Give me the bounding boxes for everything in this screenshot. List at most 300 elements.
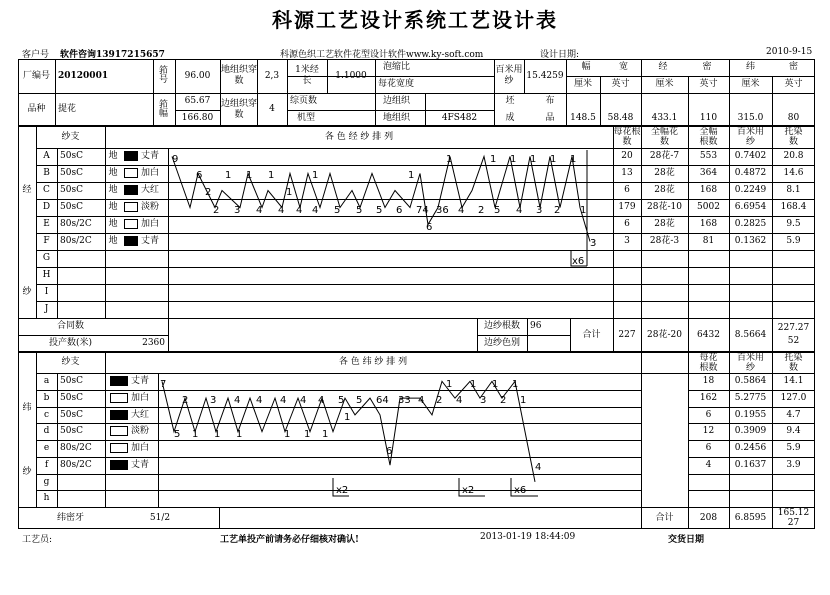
warp-row-dye: 168.4	[780, 202, 807, 212]
weft-row-meter-yarn	[729, 490, 772, 507]
warp-row-ground	[105, 250, 121, 267]
warp-yarn-header: 纱支	[61, 131, 80, 142]
weft-col-meter-yarn: 百米用纱	[737, 352, 765, 373]
warp-row-full-flower	[641, 250, 688, 267]
ground-weave: 4FS482	[441, 112, 478, 123]
weft-row-dye: 3.9	[786, 460, 801, 470]
finished-width-cm: 148.5	[570, 112, 596, 123]
delivery-date-label: 交货日期	[668, 535, 705, 545]
repeat-mark: x2	[462, 485, 475, 496]
warp-row-code: F	[43, 236, 50, 246]
reed-width-2: 166.80	[181, 112, 214, 123]
color-swatch	[110, 410, 128, 420]
warp-row-ground: 地	[108, 202, 118, 212]
warp-row-meter-yarn: 6.6954	[734, 202, 767, 212]
warp-row-full-flower	[641, 284, 688, 301]
warp-row-per-flower: 13	[621, 168, 633, 178]
warp-row-meter-yarn: 0.2249	[734, 185, 767, 195]
weft-density-label-2: 密	[788, 62, 798, 72]
finished-width-in: 58.48	[607, 112, 634, 123]
count-label: 36	[436, 205, 449, 216]
count-label: 4	[234, 395, 241, 406]
count-label: 4	[256, 205, 263, 216]
weft-row-meter-yarn	[729, 474, 772, 491]
warp-row-yarn	[57, 250, 105, 267]
warp-row-dye: 9.5	[786, 219, 801, 229]
warp-density-label-2: 密	[702, 62, 712, 72]
weft-row-code: e	[43, 443, 50, 453]
count-label: 4	[280, 395, 287, 406]
factory-no-label: 厂编号	[22, 70, 50, 81]
color-swatch	[124, 236, 138, 246]
meter-yarn: 15.4259	[526, 70, 564, 81]
count-label: 1	[520, 395, 527, 406]
weft-row-meter-yarn: 0.2456	[734, 443, 767, 453]
warp-row-dye: 5.9	[786, 236, 801, 246]
finished-label: 成	[505, 112, 515, 123]
weft-row-per-flower: 12	[702, 426, 715, 436]
warp-total-dye-2: 52	[787, 335, 800, 346]
warp-row-dye: 14.6	[783, 168, 804, 178]
warp-row-dye	[772, 267, 815, 284]
factory-no: 20120001	[58, 70, 109, 81]
warp-row-color: 丈青	[141, 151, 160, 161]
edge-weave-label: 边组织	[383, 96, 411, 106]
weft-total-dye-2: 27	[787, 518, 800, 528]
weft-row-yarn: 80s/2C	[60, 460, 92, 470]
warp-row-meter-yarn	[729, 284, 772, 301]
warp-row-per-flower: 6	[624, 219, 630, 229]
color-swatch	[124, 168, 138, 178]
cloth-label: 布	[545, 96, 555, 106]
weft-row-dye	[772, 490, 815, 507]
warp-row-full-flower	[641, 301, 688, 318]
count-label: 5	[338, 395, 345, 406]
row-divider	[36, 423, 641, 424]
count-label: 2	[554, 205, 561, 216]
weft-row-code: a	[43, 376, 50, 386]
count-label: 4	[516, 205, 523, 216]
count-label: 64	[376, 395, 389, 406]
shrink-label: 泡缩比	[383, 62, 411, 72]
count-label: 1	[286, 187, 293, 198]
edge-color-label: 边纱色别	[483, 338, 520, 348]
count-label: 3	[536, 205, 543, 216]
craftsman-label: 工艺员:	[22, 535, 53, 545]
contract-label: 合同数	[56, 321, 84, 331]
ground-dent: 2,3	[264, 70, 280, 81]
count-label: 1	[268, 170, 275, 181]
notice: 工艺单投产前请务必仔细核对确认!	[220, 535, 359, 545]
count-label: 5	[356, 395, 363, 406]
warp-row-code: C	[43, 185, 50, 195]
count-label: 1	[304, 429, 311, 440]
count-label: 1	[470, 379, 477, 390]
row-divider	[36, 267, 613, 268]
edge-dent: 4	[269, 104, 275, 114]
count-label: 9	[172, 154, 179, 165]
weft-row-meter-yarn: 0.3909	[734, 426, 767, 436]
warp-density-in: 110	[699, 112, 718, 123]
per-flower-width-label: 每花宽度	[378, 79, 415, 89]
warp-total-count: 6432	[697, 329, 720, 340]
warp-row-ground: 地	[108, 219, 118, 229]
warp-row-per-flower	[613, 284, 641, 301]
weft-side-label-2: 纱	[22, 466, 32, 477]
production-value: 2360	[142, 338, 165, 348]
count-label: 1	[510, 154, 517, 165]
ground-dent-label: 地组织穿数	[221, 65, 258, 86]
weft-row-color: 丈青	[131, 376, 150, 386]
warp-row-full-flower: 28花	[654, 219, 675, 229]
warp-row-per-flower: 3	[624, 236, 630, 246]
weft-density-in: 80	[787, 112, 800, 123]
warp-row-code: B	[43, 168, 50, 178]
weft-row-per-flower: 162	[699, 393, 718, 403]
warp-col-meter-yarn: 百米用纱	[737, 127, 765, 147]
weft-row-yarn: 50sC	[60, 426, 83, 436]
weft-row-per-flower: 4	[705, 460, 712, 470]
warp-len: 1.1000	[335, 70, 367, 81]
weft-row-meter-yarn: 0.1955	[734, 410, 767, 420]
warp-row-meter-yarn: 0.7402	[734, 151, 767, 161]
repeat-mark: x2	[336, 485, 349, 496]
warp-row-ground	[105, 284, 121, 301]
count-label: 1	[490, 154, 497, 165]
count-label: 4	[312, 205, 319, 216]
weft-row-color: 丈青	[131, 460, 150, 470]
repeat-mark: x6	[514, 485, 527, 496]
count-label: 4	[278, 205, 285, 216]
count-label: 33	[398, 395, 411, 406]
count-label: 3	[234, 205, 241, 216]
weft-col-dye: 托染数	[784, 352, 803, 373]
weft-row-color: 加白	[131, 443, 150, 453]
loom-label: 机型	[297, 112, 316, 123]
warp-row-color: 加白	[141, 219, 160, 229]
weft-total-label: 合计	[655, 512, 674, 523]
repeat-mark: x6	[572, 256, 585, 267]
warp-row-yarn	[57, 284, 105, 301]
blank-label: 坯	[505, 96, 515, 106]
count-label: 6	[396, 205, 403, 216]
count-label: 4	[256, 395, 263, 406]
warp-row-dye: 20.8	[783, 151, 804, 161]
warp-row-code: J	[44, 304, 49, 314]
count-label: 3	[210, 395, 217, 406]
color-swatch	[110, 460, 128, 470]
edge-dent-label: 边组织穿数	[221, 98, 258, 120]
warp-row-full-flower: 28花-7	[649, 151, 680, 161]
warp-row-full-flower: 28花-10	[647, 202, 682, 212]
warp-row-code: I	[44, 287, 49, 297]
count-label: 4	[535, 462, 542, 473]
warp-total-dye-1: 227.27	[777, 322, 810, 333]
warp-side-label-1: 经	[22, 184, 32, 195]
count-label: 4	[418, 395, 425, 406]
weft-row-yarn	[57, 474, 105, 491]
reed-no: 96.00	[184, 70, 211, 81]
warp-arrangement-header: 各 色 经 纱 排 列	[324, 131, 394, 142]
weft-row-yarn: 80s/2C	[60, 443, 92, 453]
count-label: 2	[213, 205, 220, 216]
warp-row-ground: 地	[108, 185, 118, 195]
warp-col-per-flower: 每花根数	[613, 127, 641, 147]
meter-yarn-label: 百米用纱	[495, 65, 523, 86]
color-swatch	[110, 426, 128, 436]
weft-density-cm: 315.0	[737, 112, 764, 123]
unit-cm-1: 厘米	[573, 79, 592, 89]
warp-density-label: 经	[658, 62, 668, 72]
weft-row-yarn: 50sC	[60, 393, 83, 403]
warp-row-dye	[772, 284, 815, 301]
width-label: 幅	[581, 62, 591, 72]
warp-row-code: H	[42, 270, 51, 280]
color-swatch	[124, 202, 138, 212]
weft-row-meter-yarn: 0.5864	[734, 376, 767, 386]
warp-row-ground: 地	[108, 151, 118, 161]
warp-col-full-flower: 全幅花数	[650, 127, 678, 147]
count-label: 1	[344, 412, 351, 423]
warp-row-per-flower	[613, 301, 641, 318]
warp-row-per-flower: 179	[618, 202, 636, 212]
count-label: 5	[494, 205, 501, 216]
count-label: 1	[550, 154, 557, 165]
count-label: 1	[530, 154, 537, 165]
weft-row-dye: 9.4	[786, 426, 801, 436]
count-label: 5	[174, 429, 181, 440]
warp-row-yarn: 50sC	[60, 151, 83, 161]
count-label: 1	[446, 154, 453, 165]
warp-row-full-count: 364	[699, 168, 718, 178]
count-label: 2	[478, 205, 485, 216]
row-divider	[36, 165, 613, 166]
weft-row-dye: 127.0	[780, 393, 807, 403]
count-label: 1	[512, 379, 519, 390]
weft-row-meter-yarn: 0.1637	[734, 460, 767, 470]
warp-row-full-count: 81	[702, 236, 715, 246]
color-swatch	[124, 219, 138, 229]
warp-row-full-count: 553	[699, 151, 718, 161]
weft-row-meter-yarn: 5.2775	[734, 393, 767, 403]
count-label: 4	[456, 395, 463, 406]
warp-row-full-count: 168	[699, 185, 718, 195]
warp-row-full-flower: 28花	[654, 185, 675, 195]
row-divider	[36, 474, 641, 475]
weft-row-per-flower	[688, 474, 729, 491]
warp-row-full-count	[688, 301, 729, 318]
row-divider	[36, 457, 641, 458]
count-label: 1	[322, 429, 329, 440]
design-date-value: 2010-9-15	[766, 47, 813, 57]
count-label: 1	[236, 429, 243, 440]
warp-row-yarn: 50sC	[60, 202, 83, 212]
color-swatch	[110, 443, 128, 453]
count-label: 3	[480, 395, 487, 406]
warp-total-flower: 28花-20	[647, 329, 682, 340]
page-title: 科源工艺设计系统工艺设计表	[272, 8, 558, 32]
warp-side-label-2: 纱	[22, 286, 32, 297]
total-warp-label: 综页数	[290, 96, 318, 106]
count-label: 74	[416, 205, 429, 216]
edge-count: 96	[530, 321, 542, 331]
weft-row-per-flower: 18	[702, 376, 715, 386]
warp-col-dye: 托染数	[784, 127, 803, 147]
warp-row-meter-yarn: 0.2825	[734, 219, 767, 229]
warp-row-per-flower	[613, 267, 641, 284]
weft-row-code: d	[43, 426, 50, 436]
row-divider	[36, 390, 641, 391]
row-divider	[36, 216, 613, 217]
weft-arrangement-header: 各 色 纬 纱 排 列	[338, 357, 408, 367]
warp-row-color: 加白	[141, 168, 160, 178]
warp-row-ground	[105, 267, 121, 284]
row-divider	[36, 182, 613, 183]
warp-total-meter: 8.5664	[734, 329, 767, 340]
warp-row-code: D	[42, 202, 51, 212]
variety: 提花	[58, 104, 77, 114]
weft-row-code: b	[43, 393, 50, 403]
production-label: 投产数(米)	[48, 338, 93, 348]
warp-row-color: 淡粉	[141, 202, 160, 212]
count-label: 1	[284, 429, 291, 440]
warp-row-ground: 地	[108, 168, 118, 178]
product-label: 品	[545, 112, 555, 123]
count-label: 1	[246, 170, 253, 181]
variety-label: 品种	[27, 104, 46, 114]
unit-inch-3: 英寸	[784, 79, 803, 89]
reed-width-label: 筘幅	[159, 99, 169, 119]
warp-row-full-count	[688, 284, 729, 301]
count-label: 2	[500, 395, 507, 406]
color-swatch	[124, 151, 138, 161]
count-label: 4	[458, 205, 465, 216]
warp-row-yarn: 80s/2C	[60, 219, 92, 229]
count-label: 3	[590, 238, 597, 249]
row-divider	[36, 284, 613, 285]
count-label: 5	[376, 205, 383, 216]
color-swatch	[124, 185, 138, 195]
customer-label: 客户号	[22, 50, 50, 60]
count-label: 6	[426, 222, 433, 233]
weft-density-label: 纬	[745, 62, 755, 72]
count-label: 4	[318, 395, 325, 406]
warp-len-label: 1米经长	[295, 65, 319, 86]
software-name: 科源色织工艺软件花型设计软件www.ky-soft.com	[280, 50, 484, 60]
weft-row-code: g	[43, 477, 50, 487]
warp-row-meter-yarn	[729, 250, 772, 267]
warp-row-yarn	[57, 267, 105, 284]
warp-total-label: 合计	[582, 329, 601, 340]
print-timestamp: 2013-01-19 18:44:09	[480, 532, 576, 542]
warp-density-cm: 433.1	[651, 112, 678, 123]
warp-row-per-flower: 6	[624, 185, 630, 195]
weft-row-per-flower: 6	[705, 443, 712, 453]
edge-count-label: 边纱根数	[483, 321, 520, 331]
warp-col-full-count: 全幅根数	[699, 127, 718, 147]
weft-col-per-flower: 每花根数	[699, 352, 718, 373]
weft-row-color: 加白	[131, 393, 150, 403]
warp-row-meter-yarn	[729, 267, 772, 284]
unit-inch-1: 英寸	[611, 79, 630, 89]
color-swatch	[110, 393, 128, 403]
row-divider	[36, 440, 641, 441]
weft-row-per-flower	[688, 490, 729, 507]
count-label: 1	[225, 170, 232, 181]
ground-weave-label: 地组织	[383, 112, 411, 123]
unit-cm-2: 厘米	[655, 79, 674, 89]
count-label: 1	[492, 379, 499, 390]
count-label: 5	[356, 205, 363, 216]
row-divider	[36, 199, 613, 200]
weft-row-yarn: 50sC	[60, 410, 83, 420]
row-divider	[36, 233, 613, 234]
count-label: 4	[296, 205, 303, 216]
warp-row-yarn: 50sC	[60, 185, 83, 195]
weft-row-color: 大红	[131, 410, 150, 420]
color-swatch	[110, 376, 128, 386]
weft-row-per-flower: 6	[705, 410, 712, 420]
count-label: 6	[196, 170, 203, 181]
warp-row-ground	[105, 301, 121, 318]
weft-row-yarn: 50sC	[60, 376, 83, 386]
warp-row-full-flower	[641, 267, 688, 284]
warp-row-dye: 8.1	[786, 185, 801, 195]
warp-total-per: 227	[618, 329, 636, 340]
count-label: 1	[580, 205, 587, 216]
warp-row-color: 丈青	[141, 236, 160, 246]
warp-row-yarn: 50sC	[60, 168, 83, 178]
weft-total-meter: 6.8595	[734, 512, 767, 523]
count-label: 1	[446, 379, 453, 390]
design-date-label: 设计日期:	[540, 50, 580, 60]
warp-row-full-count: 5002	[697, 202, 720, 212]
count-label: 1	[192, 429, 199, 440]
warp-row-code: E	[43, 219, 50, 229]
warp-row-dye	[772, 301, 815, 318]
warp-row-full-flower: 28花-3	[649, 236, 680, 246]
warp-row-full-count: 168	[699, 219, 718, 229]
width-label-2: 宽	[618, 62, 628, 72]
warp-row-yarn: 80s/2C	[60, 236, 92, 246]
customer-value: 软件咨询13917215657	[60, 50, 165, 60]
warp-row-per-flower	[613, 250, 641, 267]
weft-row-code: c	[43, 410, 50, 420]
weft-row-dye: 5.9	[786, 443, 801, 453]
unit-inch-2: 英寸	[699, 79, 718, 89]
row-divider	[36, 250, 613, 251]
count-label: 1	[312, 170, 319, 181]
reed-width-1: 65.67	[184, 96, 211, 106]
weft-total-dye-1: 165.12	[777, 508, 810, 518]
warp-row-meter-yarn: 0.4872	[734, 168, 767, 178]
warp-row-ground: 地	[108, 236, 118, 246]
warp-row-per-flower: 20	[621, 151, 633, 161]
warp-row-yarn	[57, 301, 105, 318]
count-label: 1	[408, 170, 415, 181]
warp-row-meter-yarn	[729, 301, 772, 318]
reed-no-label: 筘号	[159, 66, 169, 85]
count-label: 1	[214, 429, 221, 440]
weft-total-per: 208	[699, 512, 718, 523]
warp-row-code: G	[42, 253, 51, 263]
weft-row-code: f	[44, 460, 49, 470]
count-label: 2	[205, 187, 212, 198]
weft-row-color: 淡粉	[131, 426, 150, 436]
weft-row-code: h	[43, 493, 50, 503]
unit-cm-3: 厘米	[741, 79, 760, 89]
warp-row-full-count	[688, 250, 729, 267]
